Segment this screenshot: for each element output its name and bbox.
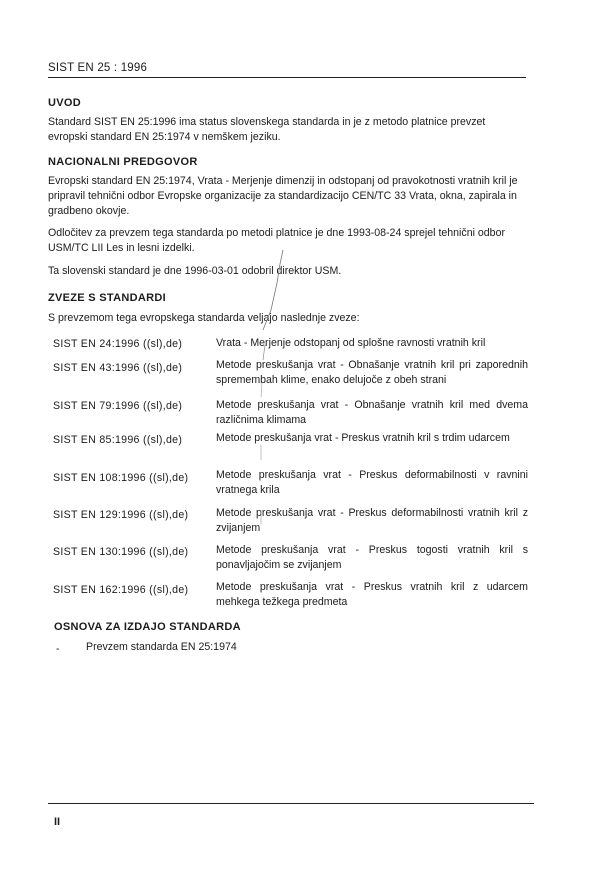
predgovor-paragraph-3: Ta slovenski standard je dne 1996-03-01 odobril direktor USM. <box>48 265 342 277</box>
predgovor-paragraph-1: Evropski standard EN 25:1974, Vrata - Merjenje dimenzij in odstopanj od pravokotnosti vratnih kril je pripravil tehnični odbor Evropske organizacije za standardizacijo CEN/TC 33 Vrata, okna, zapirala in gradbeno okovje. <box>48 175 518 217</box>
ref-code: SIST EN 43:1996 ((sl),de) <box>53 362 183 374</box>
ref-title: Metode preskušanja vrat - Preskus deformabilnosti vratnih kril z zvijanjem <box>216 507 528 534</box>
ref-code: SIST EN 162:1996 ((sl),de) <box>53 584 189 596</box>
ref-code: SIST EN 108:1996 ((sl),de) <box>53 472 189 484</box>
ref-title: Metode preskušanja vrat - Obnašanje vratnih kril med dvema različnima klimama <box>216 399 528 426</box>
heading-nacionalni-predgovor: NACIONALNI PREDGOVOR <box>48 156 198 168</box>
ref-title: Metode preskušanja vrat - Preskus togosti vratnih kril s ponavljajočim se zvijanjem <box>216 544 528 571</box>
header-rule <box>48 77 526 78</box>
ref-title: Metode preskušanja vrat - Preskus deformabilnosti v ravnini vratnega krila <box>216 469 528 496</box>
predgovor-paragraph-2: Odločitev za prevzem tega standarda po metodi platnice je dne 1993-08-24 sprejel tehnični odbor USM/TC LII Les in lesni izdelki. <box>48 227 505 254</box>
ref-title: Metode preskušanja vrat - Preskus vratnih kril s trdim udarcem <box>216 432 510 444</box>
ref-code: SIST EN 24:1996 ((sl),de) <box>53 338 183 350</box>
heading-zveze: ZVEZE S STANDARDI <box>48 292 166 304</box>
ref-title: Metode preskušanja vrat - Obnašanje vratnih kril pri zaporednih spremembah klime, enako delujoče z obeh strani <box>216 359 528 386</box>
page-number: II <box>54 816 61 828</box>
ref-code: SIST EN 79:1996 ((sl),de) <box>53 400 183 412</box>
bullet-dash: - <box>56 643 60 655</box>
heading-uvod: UVOD <box>48 97 81 109</box>
heading-osnova: OSNOVA ZA IZDAJO STANDARDA <box>54 621 241 633</box>
uvod-paragraph: Standard SIST EN 25:1996 ima status slovenskega standarda in je z metodo platnice prevzet evropski standard EN 25:1974 v nemškem jeziku. <box>48 116 486 143</box>
ref-code: SIST EN 129:1996 ((sl),de) <box>53 509 189 521</box>
ref-title: Vrata - Merjenje odstopanj od splošne ravnosti vratnih kril <box>216 337 486 349</box>
zveze-intro: S prevzemom tega evropskega standarda veljajo naslednje zveze: <box>48 312 360 324</box>
running-header: SIST EN 25 : 1996 <box>48 62 148 74</box>
footer-rule <box>48 803 534 804</box>
ref-title: Metode preskušanja vrat - Preskus vratnih kril z udarcem mehkega težkega predmeta <box>216 581 528 608</box>
ref-code: SIST EN 85:1996 ((sl),de) <box>53 434 183 446</box>
ref-code: SIST EN 130:1996 ((sl),de) <box>53 546 189 558</box>
osnova-item: Prevzem standarda EN 25:1974 <box>86 641 237 653</box>
